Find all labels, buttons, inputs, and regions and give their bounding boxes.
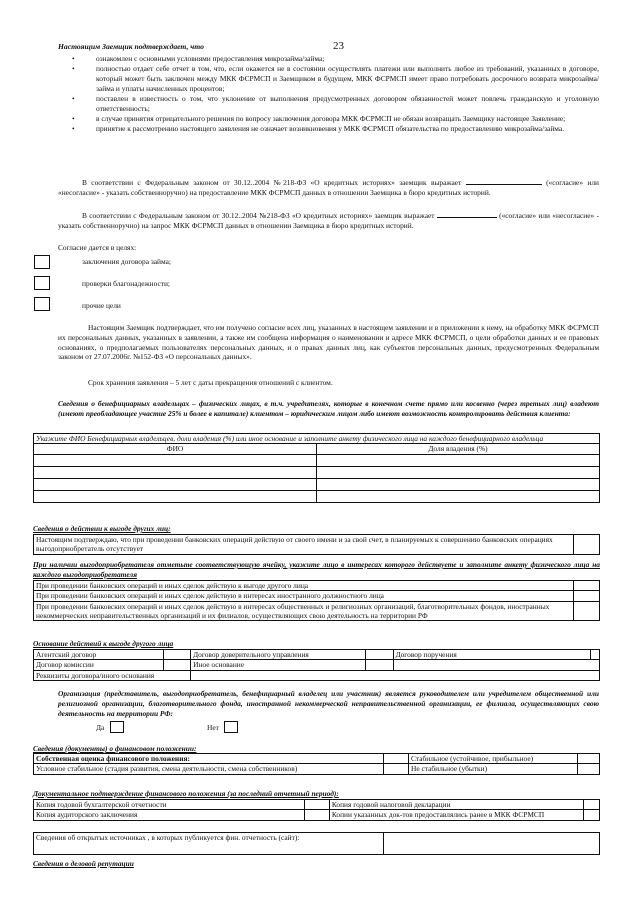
bullet-icon: • xyxy=(72,114,75,124)
bullet-item: • полностью отдает себе отчет в том, что, если окажется не в состоянии осуществлять платежи или выполнить любое из требований, указанных в договоре, который может быть заключен между МКК ФСРМСП и Заемщиком в будущем, МКК ФСРМСП имеет право потребовать досрочного возврата микрозайма/займа и уплаты начисленных процентов; xyxy=(72,64,599,93)
basis-empty xyxy=(393,660,599,670)
basis-requisites-label: Реквизиты договора/иного основания xyxy=(34,670,191,680)
doc-audit-report: Копия аудиторского заключения xyxy=(34,810,305,820)
fio-cell[interactable] xyxy=(34,455,317,467)
yes-checkbox[interactable] xyxy=(110,721,124,733)
share-cell[interactable] xyxy=(317,491,600,503)
purpose-other-checkbox[interactable] xyxy=(34,297,50,311)
bullet-icon: • xyxy=(72,54,75,63)
basis-other: Иное основание xyxy=(191,660,366,670)
share-cell[interactable] xyxy=(317,467,600,479)
beneficiary-option: При проведении банковских операций и иных сделок действую к выгоде другого лица xyxy=(34,581,574,591)
beneficiary-option-checkbox[interactable] xyxy=(573,601,599,621)
basis-commission: Договор комиссии xyxy=(34,660,164,670)
beneficiary-option: При проведении банковских операций и иных сделок действую в интересах иностранного должностного лица xyxy=(34,591,574,601)
beneficiary-option: При проведении банковских операций и иных сделок действую в интересах общественных и религиозных организаций, благотворительных фондов, иностранных некоммерческих неправительственных организаций и их филиалов, осуществляющих свою деятельность на территории РФ xyxy=(34,601,574,621)
no-checkbox[interactable] xyxy=(224,721,238,733)
share-cell[interactable] xyxy=(317,479,600,491)
conditionally-stable-option: Условное стабильное (стадия развития, смена деятельности, смена собственников) xyxy=(34,764,384,774)
bullet-icon: • xyxy=(72,124,75,134)
open-sources-field[interactable] xyxy=(384,833,600,855)
beneficiaries-table xyxy=(33,433,600,503)
basis-trust-checkbox[interactable] xyxy=(365,650,393,660)
consent-heading: Согласие дается в целях: xyxy=(58,243,137,252)
conditionally-stable-checkbox[interactable] xyxy=(384,764,409,774)
fio-cell[interactable] xyxy=(34,479,317,491)
doc-audit-report-checkbox[interactable] xyxy=(305,810,330,820)
basis-agency: Агентский договор xyxy=(34,650,164,660)
basis-commission-checkbox[interactable] xyxy=(163,660,191,670)
consent-input-line-2[interactable] xyxy=(437,210,497,218)
beneficiary-option-checkbox[interactable] xyxy=(573,591,599,601)
other-persons-text: Настоящим подтверждаю, что при проведении банковских операций действую от своего имени и за свой счет, в планируемых к совершению банковских операциях выгодоприобретатель отсутствует xyxy=(34,535,574,555)
beneficiaries-heading: Сведения о бенефициарных владельцах – физических лицах, в т.ч. учредителях, которые в конечном счете прямо или косвенно (через третьих лиц) владеют (имеют преобладающее участие 25% и более в капитале) клиентом – юридическим лицом либо имеют возможность контролировать действия клиента: xyxy=(58,399,599,418)
doc-previously-provided: Копии указанных док-тов предоставлялись ранее в МКК ФСРМСП xyxy=(329,810,583,820)
basis-table xyxy=(33,649,600,681)
beneficiary-option-checkbox[interactable] xyxy=(573,581,599,591)
business-reputation-heading: Сведения о деловой репутации xyxy=(33,859,134,868)
other-persons-table xyxy=(33,534,600,555)
purpose-reliability-checkbox[interactable] xyxy=(34,276,50,290)
beneficiary-options-table xyxy=(33,580,600,621)
basis-commission-order: Договор поручения xyxy=(393,650,590,660)
credit-history-2: В соответствии с Федеральным законом от 30.12..2004 №218-ФЗ «О кредитных историях» заемщик выражает («согласие» или «несогласие» - указать собственноручно) на запрос МКК ФСРМСП данных в отношении Заемщика в бюро кредитных историй. xyxy=(58,211,599,230)
open-sources-label: Сведения об открытых источниках , в которых публикуется фин. отчетность (сайт): xyxy=(34,833,384,855)
doc-tax-return-checkbox[interactable] xyxy=(583,800,599,810)
docs-heading: Документальное подтверждение финансового положения (за последний отчетный период): xyxy=(33,789,339,798)
credit-history-1: В соответствии с Федеральным законом от 30.12..2004 №218-ФЗ «О кредитных историях» заемщик выражает («согласие» или «несогласие» - указать собственноручно) на предоставление МКК ФСРМСП данных в отношении Заемщика в бюро кредитных историй. xyxy=(58,178,599,197)
stable-option: Стабильное (устойчивое, прибыльное) xyxy=(409,754,578,764)
other-persons-heading: Сведения о действии к выгоде других лиц: xyxy=(33,524,171,533)
organization-question: Организация (представитель, выгодоприобретатель, бенефициарный владелец или участник) является руководителем или учредителем общественной или религиозной организации, благотворительного фонда, иностранной некоммерческой неправительственной организации, ее филиала, осуществляющих свою деятельность на территории РФ: xyxy=(58,689,599,718)
bullet-icon: • xyxy=(72,64,75,74)
consent-input-line-1[interactable] xyxy=(466,177,542,185)
confirm-title: Настоящим Заемщик подтверждает, что xyxy=(58,42,204,51)
doc-tax-return: Копия годовой налоговой декларации xyxy=(329,800,583,810)
basis-trust: Договор доверительного управления xyxy=(191,650,366,660)
col-fio-header: ФИО xyxy=(34,444,317,455)
own-assessment-checkbox[interactable] xyxy=(384,754,409,764)
no-label: Нет xyxy=(207,723,219,732)
purpose-other-label: прочие цели xyxy=(82,301,121,310)
fio-cell[interactable] xyxy=(34,491,317,503)
purpose-loan-checkbox[interactable] xyxy=(34,255,50,269)
bullet-item: • поставлен в известность о том, что уклонение от выполнения предусмотренных договором обязанностей может повлечь гражданскую и уголовную ответственность; xyxy=(72,94,599,113)
storage-paragraph: Срок хранения заявления – 5 лет с даты прекращения отношений с клиентом. xyxy=(88,378,333,387)
confirm-bullet-list xyxy=(72,54,599,135)
col-share-header: Доля владения (%) xyxy=(317,444,600,455)
open-sources-table xyxy=(33,832,600,855)
basis-heading: Основание действий к выгоде другого лица xyxy=(33,639,174,648)
bullet-item: • в случае принятия отрицательного решения по вопросу заключения договора МКК ФСРМСП не обязан возвращать Заемщику настоящее Заявление; xyxy=(72,114,566,124)
fio-cell[interactable] xyxy=(34,467,317,479)
unstable-checkbox[interactable] xyxy=(578,764,600,774)
basis-other-checkbox[interactable] xyxy=(365,660,393,670)
beneficiaries-instruction: Укажите ФИО Бенефициарных владельцев, доли владения (%) или иное основание и заполните анкету физического лица на каждого бенефициарного владельца xyxy=(34,434,600,444)
yes-label: Да xyxy=(96,723,105,732)
personal-data-paragraph: Настоящим Заемщик подтверждает, что им получено согласие всех лиц, указанных в настоящем заявлении и в приложении к нему, на обработку МКК ФСРМСП их персональных данных, указанных в заявлении, а также им сообщена информация о наименовании и адресе МКК ФСРМСП, о цели обработки данных и ее правовых основаниях, о предполагаемых пользователях персональных данных, и о правах данных лиц, как субъектов персональных данных, предусмотренных Федеральным законом от 27.07.2006г. №152-ФЗ «О персональных данных». xyxy=(58,323,599,362)
purpose-loan-label: заключения договора займа; xyxy=(82,257,171,266)
share-cell[interactable] xyxy=(317,455,600,467)
bullet-item: • принятие к рассмотрению настоящего заявления не означает возникновения у МКК ФСРМСП обязательства по предоставлению микрозайма/займа. xyxy=(72,124,565,134)
purpose-reliability-label: проверки благонадежности; xyxy=(82,279,170,288)
unstable-option: Не стабильное (убытки) xyxy=(409,764,578,774)
beneficiary-instruction: При наличии выгодоприобретателя отметьте соответствующую ячейку, укажите лицо в интересах которого действуете и заполните анкету физического лица на каждого выгодоприобретателя xyxy=(33,560,600,579)
financial-heading: Сведения (документы) о финансовом положении: xyxy=(33,744,197,753)
bullet-icon: • xyxy=(72,94,75,104)
basis-requisites-field[interactable] xyxy=(191,670,600,680)
financial-table xyxy=(33,753,600,775)
doc-annual-accounts-checkbox[interactable] xyxy=(305,800,330,810)
doc-annual-accounts: Копия годовой бухгалтерской отчетности xyxy=(34,800,305,810)
stable-checkbox[interactable] xyxy=(578,754,600,764)
page-number: 23 xyxy=(333,40,344,52)
docs-table xyxy=(33,799,600,821)
doc-previously-provided-checkbox[interactable] xyxy=(583,810,599,820)
bullet-item: • ознакомлен с основными условиями предоставления микрозайма/займа; xyxy=(72,54,325,63)
basis-commission-order-checkbox[interactable] xyxy=(591,650,600,660)
no-beneficiary-checkbox-cell[interactable] xyxy=(573,535,599,555)
basis-agency-checkbox[interactable] xyxy=(163,650,191,660)
own-assessment-label: Собственная оценка финансового положения: xyxy=(34,754,384,764)
